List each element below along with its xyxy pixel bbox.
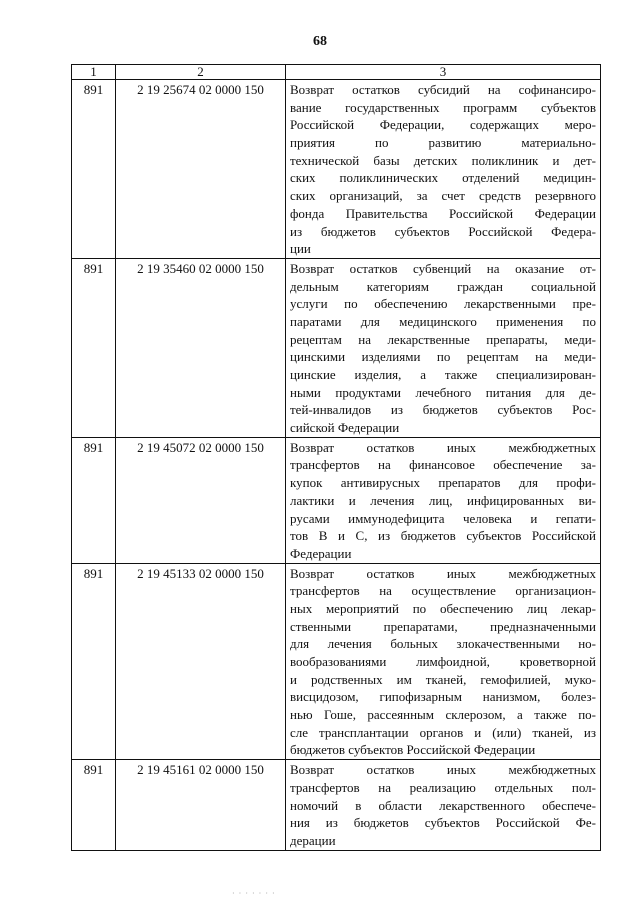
description-line: Возврат остатков субвенций на оказание от- [290, 260, 596, 276]
description-line: дельным категориям граждан социальной [290, 278, 596, 294]
scan-artifact-dots: · · · · · · · [232, 889, 276, 898]
administrator-code-cell: 891 [72, 563, 116, 760]
description-line: трансфертов на финансовое обеспечение за- [290, 457, 596, 473]
administrator-code-cell: 891 [72, 437, 116, 563]
column-number-row [72, 65, 601, 80]
table-body [72, 80, 601, 851]
administrator-code-cell: 891 [72, 258, 116, 437]
description-line: сле трансплантации органов и (или) тканей, из [290, 724, 596, 740]
description-line: и родственных им тканей, гемофилией, муко- [290, 671, 596, 687]
table-row [72, 80, 601, 259]
description-line: Возврат остатков иных межбюджетных [290, 439, 596, 455]
description-line: висцидозом, гипофизарным нанизмом, болез- [290, 689, 596, 705]
page-number: 68 [313, 34, 327, 49]
description-line: ными продуктами лечебного питания для де- [290, 384, 596, 400]
description-line: приятия по развитию материально- [290, 135, 596, 151]
income-description-cell [286, 437, 601, 563]
description-line: купок антивирусных препаратов для профи- [290, 475, 596, 491]
description-line: ния из бюджетов субъектов Российской Фе- [290, 815, 596, 831]
income-description-cell [286, 760, 601, 850]
description-line: услуги по обеспечению лекарственными пре- [290, 296, 596, 312]
description-line: ции [290, 241, 311, 257]
budget-classification-code-cell: 2 19 45133 02 0000 150 [116, 563, 286, 760]
table-row [72, 563, 601, 760]
description-line: технической базы детских поликлиник и дет- [290, 152, 596, 168]
description-line: ских организаций, за счет средств резервного [290, 188, 596, 204]
table-row [72, 258, 601, 437]
description-line: Возврат остатков субсидий на софинансиро- [290, 82, 596, 97]
description-line: номочий в области лекарственного обеспече- [290, 797, 596, 813]
description-line: паратами для медицинского применения по [290, 313, 596, 329]
administrator-code-cell: 891 [72, 760, 116, 850]
description-line: фонда Правительства Российской Федерации [290, 205, 596, 221]
table-row [72, 760, 601, 850]
description-line: для лечения больных злокачественными но- [290, 636, 596, 652]
description-line: лактики и лечения лиц, инфицированных ви- [290, 492, 596, 508]
description-line: русами иммунодефицита человека и гепати- [290, 510, 596, 526]
budget-classification-code-cell: 2 19 45072 02 0000 150 [116, 437, 286, 563]
description-line: Российской Федерации, содержащих меро- [290, 117, 596, 133]
budget-codes-table [71, 64, 601, 851]
description-line: цинские изделия, а также специализирован- [290, 367, 596, 382]
description-line: из бюджетов субъектов Российской Федера- [290, 223, 596, 239]
table-row [72, 437, 601, 563]
description-line: нью Гоше, рассеянным склерозом, а также по- [290, 707, 596, 723]
description-line: сийской Федерации [290, 420, 400, 436]
description-line: вание государственных программ субъектов [290, 99, 596, 115]
description-line: рецептам на лекарственные препараты, меди- [290, 331, 596, 347]
description-line: Возврат остатков иных межбюджетных [290, 762, 596, 778]
description-line: трансфертов на реализацию отдельных пол- [290, 779, 596, 795]
income-description-cell [286, 258, 601, 437]
description-line: трансфертов на осуществление организацион- [290, 583, 596, 599]
column-number-2: 2 [116, 65, 286, 80]
description-line: тов В и С, из бюджетов субъектов Российской [290, 528, 596, 544]
column-number-3: 3 [286, 65, 601, 80]
column-number-1: 1 [72, 65, 116, 80]
description-line: ных мероприятий по обеспечению лиц лекар- [290, 600, 596, 616]
description-line: дерации [290, 832, 336, 848]
description-line: бюджетов субъектов Российской Федерации [290, 742, 536, 758]
description-line: Федерации [290, 545, 352, 561]
description-line: тей-инвалидов из бюджетов субъектов Рос- [290, 402, 596, 418]
administrator-code-cell: 891 [72, 80, 116, 259]
description-line: ственными препаратами, предназначенными [290, 618, 596, 634]
budget-classification-code-cell: 2 19 35460 02 0000 150 [116, 258, 286, 437]
description-line: Возврат остатков иных межбюджетных [290, 565, 596, 581]
income-description-cell [286, 80, 601, 259]
description-line: ских поликлинических отделений медицин- [290, 170, 596, 186]
budget-classification-code-cell: 2 19 25674 02 0000 150 [116, 80, 286, 259]
income-description-cell [286, 563, 601, 760]
budget-classification-code-cell: 2 19 45161 02 0000 150 [116, 760, 286, 850]
description-line: вообразованиями лимфоидной, кроветворной [290, 654, 596, 669]
description-line: цинскими изделиями по рецептам на меди- [290, 349, 596, 365]
